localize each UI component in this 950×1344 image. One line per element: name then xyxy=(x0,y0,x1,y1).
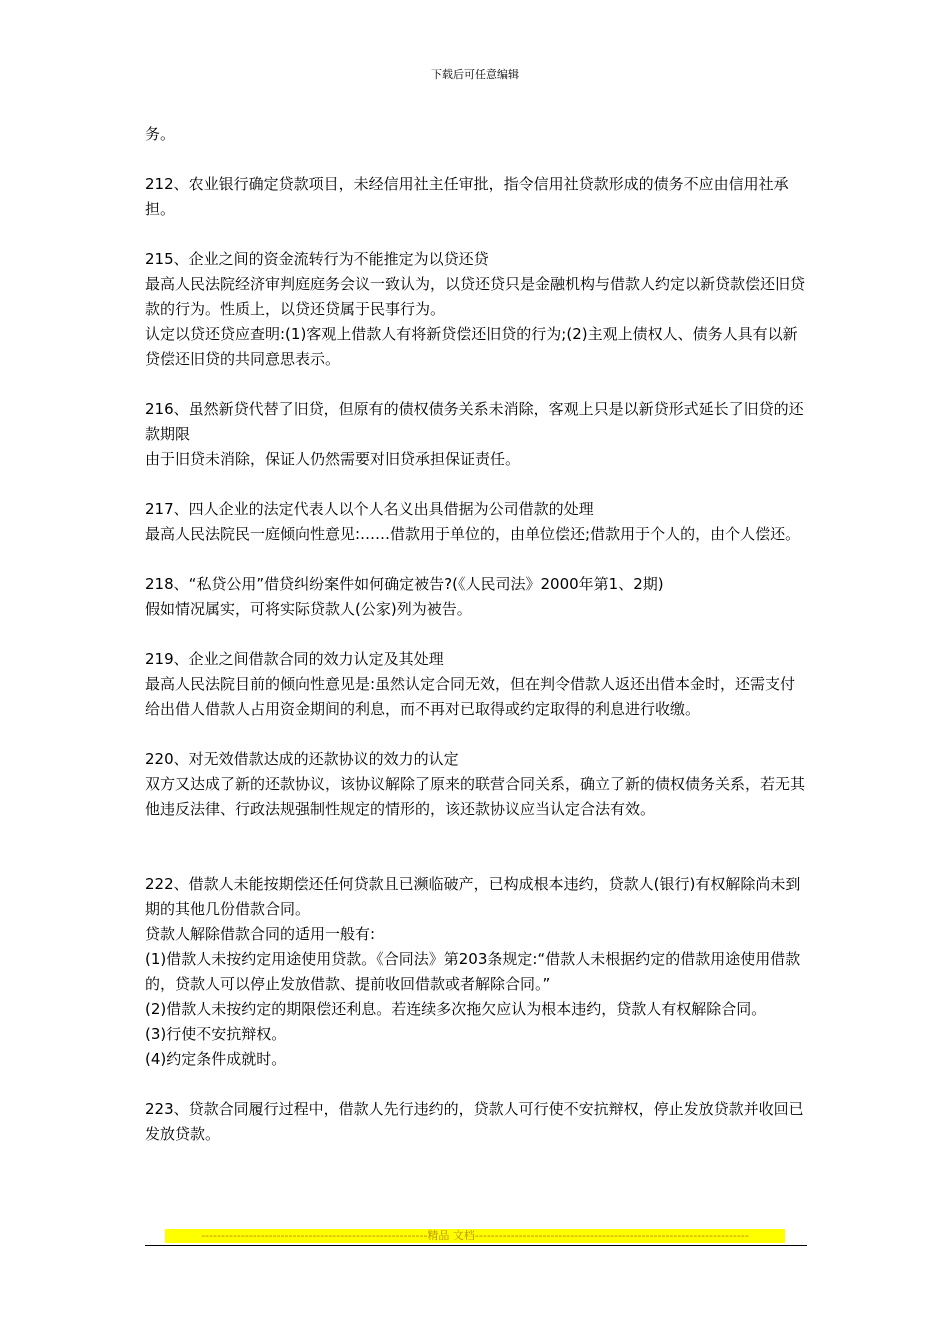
paragraph: 219、企业之间借款合同的效力认定及其处理 xyxy=(145,650,444,668)
paragraph: 务。 xyxy=(145,125,176,143)
paragraph: 212、农业银行确定贷款项目，未经信用社主任审批，指令信用社贷款形成的债务不应由信用社承担。 xyxy=(145,175,789,218)
paragraph: 223、贷款合同履行过程中，借款人先行违约的，贷款人可行使不安抗辩权，停止发放贷款并收回已发放贷款。 xyxy=(145,1100,804,1143)
spacer xyxy=(145,547,810,572)
paragraph: (4)约定条件成就时。 xyxy=(145,1050,287,1068)
paragraph: (3)行使不安抗辩权。 xyxy=(145,1025,287,1043)
paragraph: 220、对无效借款达成的还款协议的效力的认定 xyxy=(145,750,459,768)
paragraph: 双方又达成了新的还款协议，该协议解除了原来的联营合同关系，确立了新的债权债务关系，若无其他违反法律、行政法规强制性规定的情形的，该还款协议应当认定合法有效。 xyxy=(145,775,806,818)
paragraph: 218、“私贷公用”借贷纠纷案件如何确定被告?(《人民司法》2000年第1、2期) xyxy=(145,575,664,593)
spacer xyxy=(145,222,810,247)
paragraph: 由于旧贷未消除，保证人仍然需要对旧贷承担保证责任。 xyxy=(145,450,521,468)
spacer xyxy=(145,372,810,397)
paragraph: 最高人民法院经济审判庭庭务会议一致认为，以贷还贷只是金融机构与借款人约定以新贷款偿还旧贷款的行为。性质上，以贷还贷属于民事行为。 xyxy=(145,275,806,318)
paragraph: 217、四人企业的法定代表人以个人名义出具借据为公司借款的处理 xyxy=(145,500,594,518)
paragraph: (2)借款人未按约定的期限偿还利息。若连续多次拖欠应认为根本违约，贷款人有权解除合同。 xyxy=(145,1000,767,1018)
footer-banner: ---------------------------------------------------------精品 文档--------------------------------------------------------------------- xyxy=(165,1229,785,1243)
paragraph: 216、虽然新贷代替了旧贷，但原有的债权债务关系未消除，客观上只是以新贷形式延长了旧贷的还款期限 xyxy=(145,400,804,443)
paragraph: 认定以贷还贷应查明:(1)客观上借款人有将新贷偿还旧贷的行为;(2)主观上债权人、债务人具有以新贷偿还旧贷的共同意思表示。 xyxy=(145,325,798,368)
paragraph: 222、借款人未能按期偿还任何贷款且已濒临破产，已构成根本违约，贷款人(银行)有权解除尚未到期的其他几份借款合同。 xyxy=(145,875,801,918)
page-header: 下载后可任意编辑 xyxy=(431,68,519,81)
spacer xyxy=(145,622,810,647)
spacer xyxy=(145,822,810,872)
spacer xyxy=(145,722,810,747)
spacer xyxy=(145,147,810,172)
paragraph: (1)借款人未按约定用途使用贷款。《合同法》第203条规定:“借款人未根据约定的借款用途使用借款的，贷款人可以停止发放借款、提前收回借款或者解除合同。” xyxy=(145,950,801,993)
paragraph: 215、企业之间的资金流转行为不能推定为以贷还贷 xyxy=(145,250,489,268)
paragraph: 最高人民法院目前的倾向性意见是:虽然认定合同无效，但在判令借款人返还出借本金时，还需支付给出借人借款人占用资金期间的利息，而不再对已取得或约定取得的利息进行收缴。 xyxy=(145,675,796,718)
paragraph: 最高人民法院民一庭倾向性意见:……借款用于单位的，由单位偿还;借款用于个人的，由个人偿还。 xyxy=(145,525,801,543)
footer-rule xyxy=(145,1245,807,1246)
paragraph: 假如情况属实，可将实际贷款人(公家)列为被告。 xyxy=(145,600,472,618)
paragraph: 贷款人解除借款合同的适用一般有: xyxy=(145,925,376,943)
spacer xyxy=(145,1072,810,1097)
spacer xyxy=(145,472,810,497)
document-body xyxy=(145,122,810,1147)
